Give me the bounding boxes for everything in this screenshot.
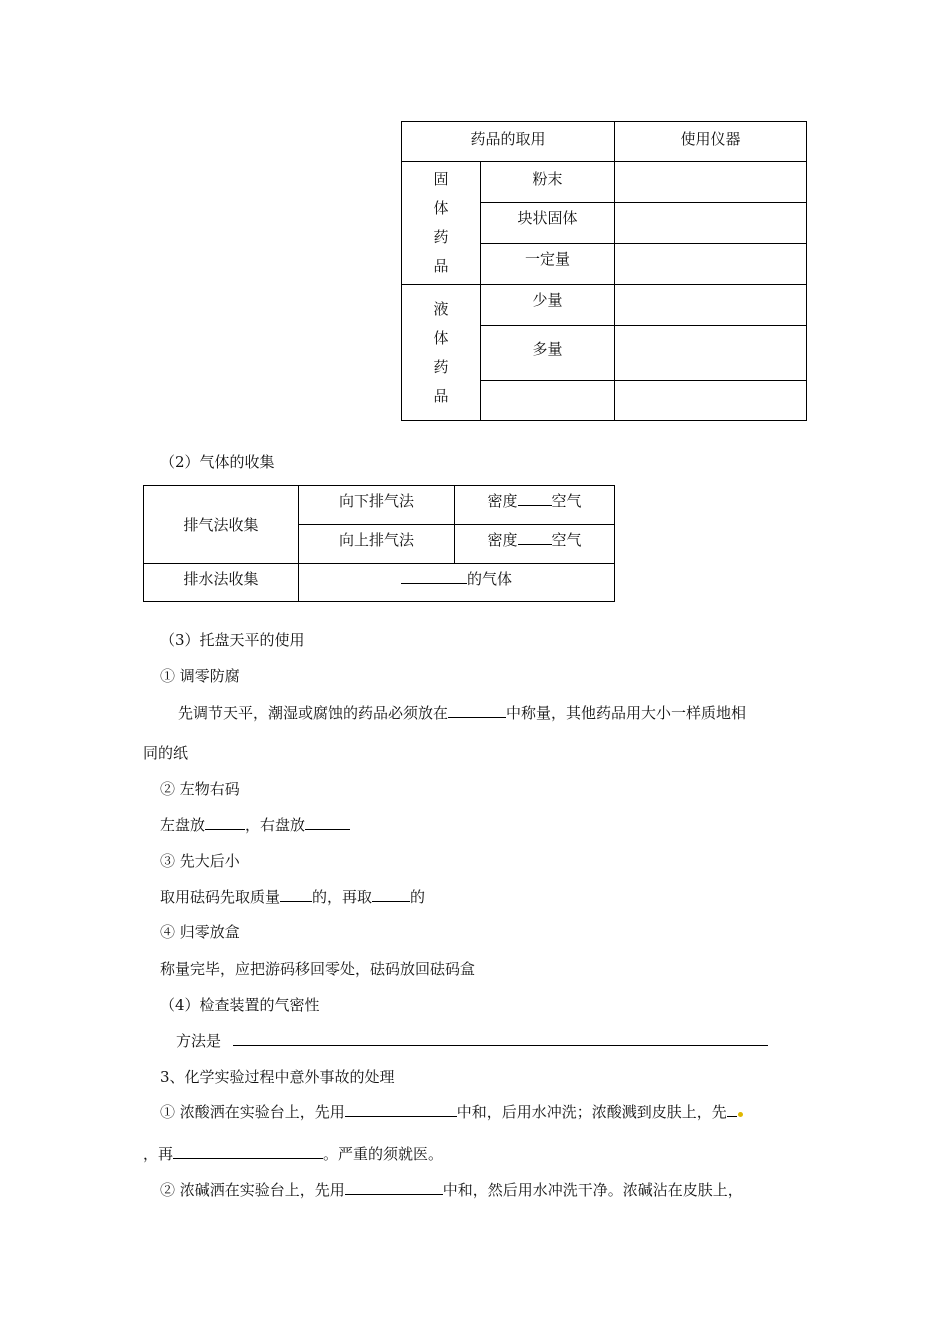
water-method-label: 排水法收集 <box>144 564 299 602</box>
liquid-reagent-label: 液 体 药 品 <box>402 285 481 421</box>
balance-step4-title: ④ 归零放盒 <box>160 923 240 941</box>
airtightness-title: （4）检查装置的气密性 <box>160 996 320 1014</box>
section2-title: （2）气体的收集 <box>160 453 275 471</box>
downward-density: 密度 空气 <box>455 486 615 525</box>
gas-collection-table <box>143 485 615 602</box>
solid-reagent-label: 固 体 药 品 <box>402 162 481 285</box>
balance-step3-title: ③ 先大后小 <box>160 852 240 870</box>
liquid-row-large-instrument <box>615 326 807 381</box>
balance-step1-text: 先调节天平，潮湿或腐蚀的药品必须放在 中称量，其他药品用大小一样质地相 <box>178 704 747 722</box>
accident-acid-line1: ① 浓酸洒在实验台上，先用 中和，后用水冲洗；浓酸溅到皮肤上，先 <box>160 1102 743 1122</box>
balance-step2-title: ② 左物右码 <box>160 780 240 798</box>
upward-method: 向上排气法 <box>299 525 455 564</box>
balance-step1-text-line2: 同的纸 <box>143 744 189 762</box>
balance-step4-text: 称量完毕，应把游码移回零处，砝码放回砝码盒 <box>160 960 476 978</box>
reagent-header-left: 药品的取用 <box>402 122 615 162</box>
balance-step2-text: 左盘放 ，右盘放 <box>160 815 350 835</box>
highlight-dot <box>738 1112 743 1117</box>
water-method-desc: 的气体 <box>299 564 615 602</box>
balance-title: （3）托盘天平的使用 <box>160 631 305 649</box>
accident-acid-line2: ，再 。严重的须就医。 <box>143 1145 444 1163</box>
balance-step3-text: 取用砝码先取质量 的，再取 的 <box>160 888 426 906</box>
exhaust-method-label: 排气法收集 <box>144 486 299 564</box>
reagent-header-right: 使用仪器 <box>615 122 807 162</box>
solid-row-powder: 粉末 <box>481 162 615 203</box>
liquid-row-small-instrument <box>615 285 807 326</box>
solid-row-quantity-instrument <box>615 244 807 285</box>
airtightness-method: 方法是 <box>176 1031 768 1051</box>
liquid-row-small: 少量 <box>481 285 615 326</box>
solid-row-lump-instrument <box>615 203 807 244</box>
downward-method: 向下排气法 <box>299 486 455 525</box>
solid-row-powder-instrument <box>615 162 807 203</box>
accident-title: 3、化学实验过程中意外事故的处理 <box>160 1068 395 1086</box>
upward-density: 密度 空气 <box>455 525 615 564</box>
accident-base-line: ② 浓碱洒在实验台上，先用 中和，然后用水冲洗干净。浓碱沾在皮肤上， <box>160 1181 743 1199</box>
liquid-row-empty <box>481 381 615 421</box>
liquid-row-large: 多量 <box>481 326 615 381</box>
reagent-table <box>401 121 807 421</box>
solid-row-quantity: 一定量 <box>481 244 615 285</box>
solid-row-lump: 块状固体 <box>481 203 615 244</box>
balance-step1-title: ① 调零防腐 <box>160 667 240 685</box>
liquid-row-empty-instrument <box>615 381 807 421</box>
